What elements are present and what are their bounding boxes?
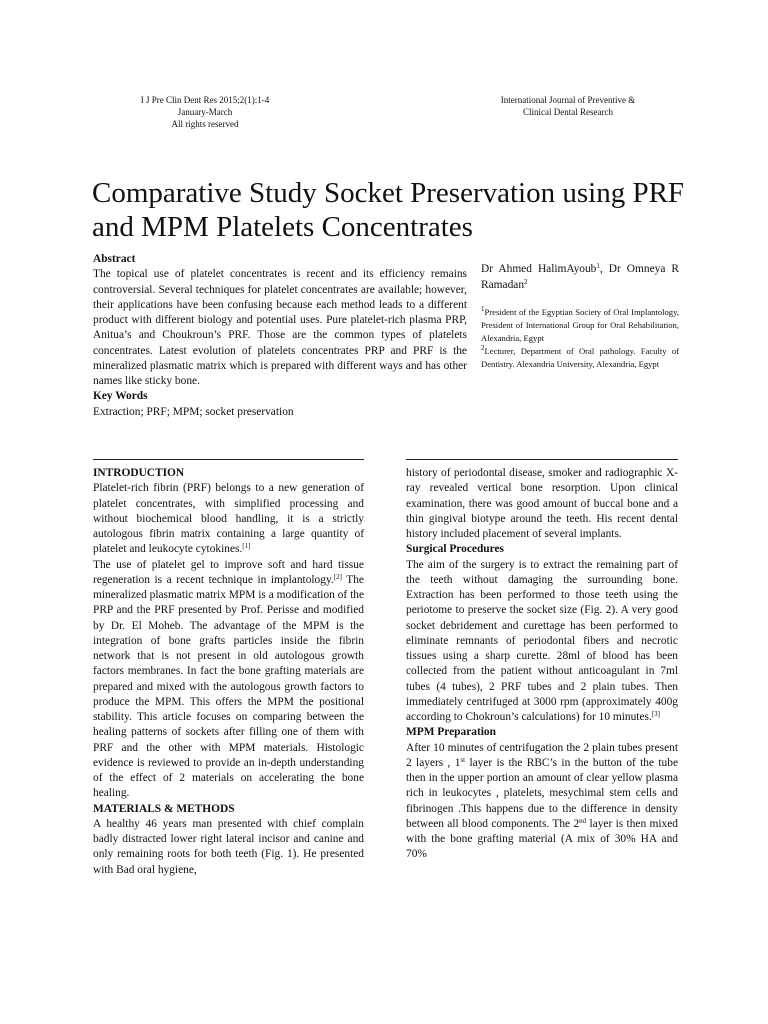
body-column-right: [406, 466, 678, 863]
abstract-text: The topical use of platelet concentrates is recent and its efficiency remains controversial. Several techniques for platelet concentrates are available; however, their applications have been confusing because each method leads to a different product with different biology and potential uses. Pure platelet-rich plasma PRP, Anitua’s and Choukroun’s PRF. Those are the common types of platelets concentrates. Latest evolution of platelets concentrates PRP and PRF is the mineralized plasmatic matrix which is prepared with different ways and has other names like sticky bone.: [93, 268, 467, 387]
keywords-heading: Key Words: [93, 390, 148, 403]
surgical-text: The aim of the surgery is to extract the remaining part of the teeth without damaging the surrounding bone. Extraction has been performed to those teeth using the periotome to preserve the socket size (Fig. 2). A very good socket debridement and curettage has been performed to eliminate remnants of periodontal fibers and necrotic tissues using a sharp curette. 28ml of blood has been collected from the patient without anticoagulant in 7ml tubes (4 tubes), 2 PRF tubes and 2 plain tubes. Then immediately centrifuged at 3000 rpm (approximately 400g according to Chokroun’s calculations) for 10 minutes.: [406, 558, 678, 723]
divider-left: [93, 459, 364, 460]
author-list: [481, 262, 679, 293]
journal-citation: [130, 94, 280, 130]
abstract-section: [93, 252, 467, 420]
intro-text-1: Platelet-rich fibrin (PRF) belongs to a new generation of platelet concentrates, with simplified processing and without biochemical blood handling, it is a strictly autologous fibrin matrix containing a large quantity of platelet and leukocyte cytokines.: [93, 482, 364, 556]
affiliation-1-marker: 1: [481, 305, 485, 313]
abstract-heading: Abstract: [93, 253, 136, 265]
citation-ref-1: [1]: [242, 542, 251, 551]
keywords-text: Extraction; PRF; MPM; socket preservation: [93, 405, 294, 418]
introduction-heading: INTRODUCTION: [93, 467, 185, 479]
author-1-marker: 1: [596, 262, 600, 270]
affiliations: [481, 306, 679, 371]
journal-name-line-2: Clinical Dental Research: [523, 107, 613, 117]
citation-ref-3: [3]: [651, 710, 660, 718]
ordinal-second: nd: [579, 816, 587, 825]
author-2-marker: 2: [524, 277, 528, 286]
body-column-left: [93, 466, 364, 878]
affiliation-1: [481, 306, 679, 345]
introduction-paragraph-1: [93, 481, 364, 557]
surgical-procedures-text: [406, 558, 678, 726]
affiliation-1-text: President of the Egyptian Society of Oral Implantology, President of International Group for Oral Rehabilitation, Alexandria, Egypt: [481, 307, 679, 343]
mpm-preparation-heading: MPM Preparation: [406, 726, 496, 739]
affiliation-2-marker: 2: [481, 343, 485, 352]
mpm-text-1: After 10 minutes of centrifugation the 2 plain tubes present 2 layers , 1: [406, 741, 678, 769]
methods-heading: MATERIALS & METHODS: [93, 802, 235, 815]
methods-paragraph: A healthy 46 years man presented with chief complain badly distracted lower right lateral incisor and canine and only remaining roots for both teeth (Fig. 1). He presented with Bad oral hygiene,: [93, 817, 364, 876]
author-1: Dr Ahmed HalimAyoub: [481, 263, 597, 275]
intro-text-3: The mineralized plasmatic matrix MPM is a modification of the PRP and the PRF presented by Prof. Perisse and modified by Dr. El Moheb. The advantage of the MPM is the integration of bone grafts particles inside the fibrin network that is not present in old autologous growth factors membranes. In fact the bone grafting materials are prepared and mixed with the autologous growth factors to produce the MPM. This offers the MPM the positional stability. This article focuses on comparing between the healing patterns of sockets after filling one of them with PRF and the other with MPM materials. Histologic evidence is reviewed to provide an in-depth understanding of the effect of 2 materials on accelerating the bone healing.: [93, 573, 364, 800]
intro-text-2: The use of platelet gel to improve soft and hard tissue regeneration is a recent technique in implantology.: [93, 558, 364, 586]
mpm-text-2: layer is the RBC’s in the button of the tube then in the upper portion an amount of clear yellow plasma rich in leukocytes , platelets, mesychimal stem cells and fibrinogen .This happens due to the difference in density between all blood components. The 2: [406, 756, 678, 830]
affiliation-2: [481, 345, 679, 371]
journal-name-line-1: International Journal of Preventive &: [500, 95, 636, 105]
article-title: Comparative Study Socket Preservation using PRF and MPM Platelets Concentrates: [92, 177, 685, 243]
issue-period: January-March: [177, 107, 233, 117]
rights-notice: All rights reserved: [171, 119, 239, 129]
mpm-preparation-text: [406, 741, 678, 863]
divider-right: [406, 459, 678, 460]
author-2: , Dr Omneya R Ramadan: [481, 263, 679, 291]
methods-paragraph-continued: history of periodontal disease, smoker and radiographic X-ray revealed vertical bone resorption. Upon clinical examination, there was good amount of buccal bone and a thin gingival biotype around the teeth. His recent dental history included placement of several implants.: [406, 467, 678, 540]
citation-ref-2: [2]: [333, 572, 342, 581]
surgical-procedures-heading: Surgical Procedures: [406, 543, 504, 556]
citation-line: I J Pre Clin Dent Res 2015;2(1):1-4: [140, 95, 270, 105]
mpm-text-3: layer is then mixed with the bone grafting material (A mix of 30% HA and 70%: [406, 817, 678, 861]
journal-name: [468, 94, 668, 118]
introduction-paragraph-2: [93, 558, 364, 802]
affiliation-2-text: Lecturer, Department of Oral pathology. Faculty of Dentistry. Alexandria University, Alexandria, Egypt: [481, 345, 679, 369]
ordinal-first: st: [460, 755, 466, 764]
